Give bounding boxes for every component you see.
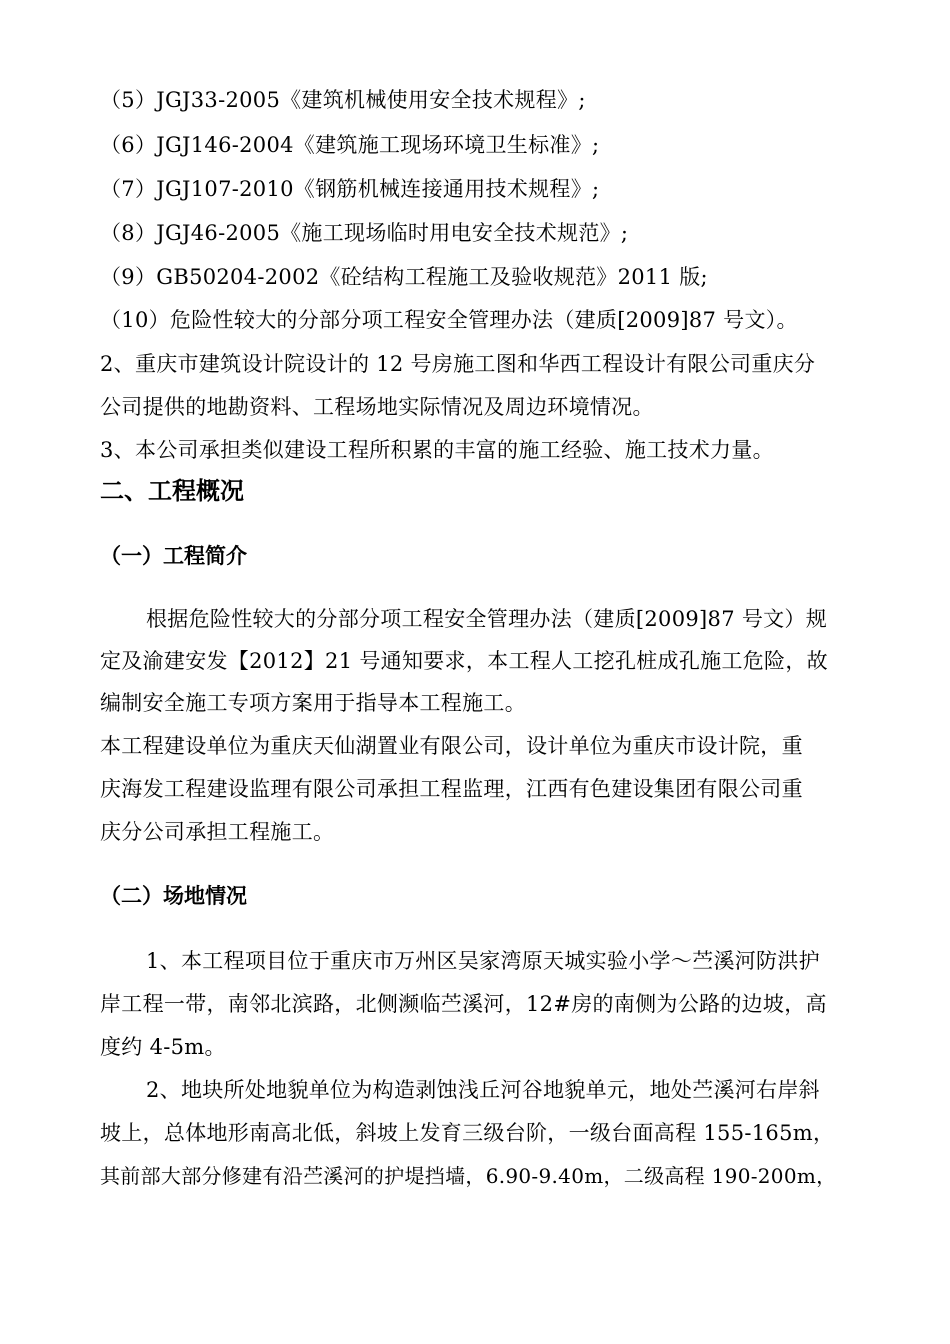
site-paragraph-2-line-2: 坡上，总体地形南高北低，斜坡上发育三级台阶，一级台面高程 155-165m，	[100, 1121, 835, 1145]
intro-paragraph-1-line-1: 根据危险性较大的分部分项工程安全管理办法（建质[2009]87 号文）规	[146, 607, 828, 631]
reference-item-8: （8）JGJ46-2005《施工现场临时用电安全技术规范》;	[100, 221, 629, 245]
site-paragraph-2-line-3: 其前部大部分修建有沿苎溪河的护堤挡墙，6.90-9.40m，二级高程 190-200m，	[100, 1164, 837, 1188]
subsection-heading-intro: （一）工程简介	[100, 544, 247, 568]
site-paragraph-1-line-3: 度约 4-5m。	[100, 1035, 226, 1059]
site-paragraph-1-line-1: 1、本工程项目位于重庆市万州区吴家湾原天城实验小学～苎溪河防洪护	[146, 949, 820, 973]
basis-item-3: 3、本公司承担类似建设工程所积累的丰富的施工经验、施工技术力量。	[100, 438, 774, 462]
reference-item-9: （9）GB50204-2002《砼结构工程施工及验收规范》2011 版;	[100, 265, 708, 289]
intro-paragraph-1-line-3: 编制安全施工专项方案用于指导本工程施工。	[100, 691, 526, 715]
reference-item-6: （6）JGJ146-2004《建筑施工现场环境卫生标准》;	[100, 133, 600, 157]
site-paragraph-2-line-1: 2、地块所处地貌单位为构造剥蚀浅丘河谷地貌单元，地处苎溪河右岸斜	[146, 1078, 820, 1102]
reference-item-5: （5）JGJ33-2005《建筑机械使用安全技术规程》;	[100, 88, 586, 112]
intro-paragraph-2-line-3: 庆分公司承担工程施工。	[100, 820, 335, 844]
intro-paragraph-2-line-1: 本工程建设单位为重庆天仙湖置业有限公司，设计单位为重庆市设计院，重	[100, 734, 803, 758]
basis-item-2-line-2: 公司提供的地勘资料、工程场地实际情况及周边环境情况。	[100, 395, 654, 419]
basis-item-2-line-1: 2、重庆市建筑设计院设计的 12 号房施工图和华西工程设计有限公司重庆分	[100, 352, 816, 376]
intro-paragraph-1-line-2: 定及渝建安发【2012】21 号通知要求，本工程人工挖孔桩成孔施工危险，故	[100, 649, 828, 673]
reference-item-7: （7）JGJ107-2010《钢筋机械连接通用技术规程》;	[100, 177, 600, 201]
reference-item-10: （10）危险性较大的分部分项工程安全管理办法（建质[2009]87 号文）。	[100, 308, 798, 332]
section-heading-overview: 二、工程概况	[100, 477, 244, 505]
site-paragraph-1-line-2: 岸工程一带，南邻北滨路，北侧濒临苎溪河，12#房的南侧为公路的边坡，高	[100, 992, 827, 1016]
intro-paragraph-2-line-2: 庆海发工程建设监理有限公司承担工程监理，江西有色建设集团有限公司重	[100, 777, 803, 801]
subsection-heading-site: （二）场地情况	[100, 884, 247, 908]
